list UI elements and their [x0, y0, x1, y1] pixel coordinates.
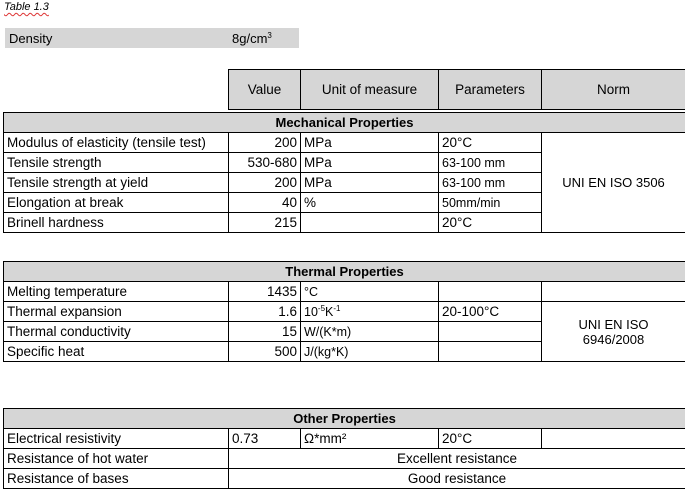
property-value: 215	[229, 213, 301, 233]
other-title: Other Properties	[4, 409, 685, 429]
mechanical-title: Mechanical Properties	[4, 113, 685, 133]
property-unit	[301, 302, 439, 322]
thermal-norm-line2: 6946/2008	[582, 331, 645, 347]
density-value	[232, 31, 272, 46]
table-row	[4, 469, 685, 489]
property-unit: Ω*mm²	[301, 429, 439, 449]
property-name: Elongation at break	[4, 193, 229, 213]
property-param: 50mm/min	[439, 193, 542, 213]
other-norm	[542, 429, 685, 449]
property-param	[439, 282, 542, 302]
property-merged-value: Excellent resistance	[229, 449, 685, 469]
property-name: Brinell hardness	[4, 213, 229, 233]
property-name: Thermal conductivity	[4, 322, 229, 342]
property-value: 500	[229, 342, 301, 362]
property-unit: MPa	[301, 153, 439, 173]
density-exponent: 3	[267, 31, 272, 40]
density-value-text: 8g/cm	[232, 31, 268, 46]
property-name: Resistance of bases	[4, 469, 229, 489]
property-name: Thermal expansion	[4, 302, 229, 322]
table-row	[4, 133, 685, 153]
other-table	[3, 408, 685, 489]
thermal-norm	[542, 302, 685, 362]
property-name: Electrical resistivity	[4, 429, 229, 449]
mechanical-norm: UNI EN ISO 3506	[542, 133, 685, 233]
property-unit: W/(K*m)	[301, 322, 439, 342]
property-unit: °C	[301, 282, 439, 302]
unit-exp-2: -1	[333, 303, 341, 313]
property-name: Tensile strength at yield	[4, 173, 229, 193]
unit-exp-1: -5	[317, 303, 326, 313]
property-param: 63-100 mm	[439, 173, 542, 193]
property-value: 200	[229, 173, 301, 193]
property-value: 200	[229, 133, 301, 153]
property-value: 40	[229, 193, 301, 213]
thermal-table	[3, 261, 685, 362]
density-label: Density	[9, 31, 53, 46]
property-unit: MPa	[301, 133, 439, 153]
property-value: 0.73	[229, 429, 301, 449]
table-row	[4, 302, 685, 322]
property-param: 20°C	[439, 213, 542, 233]
property-unit: MPa	[301, 173, 439, 193]
property-name: Modulus of elasticity (tensile test)	[4, 133, 229, 153]
property-unit: J/(kg*K)	[301, 342, 439, 362]
table-row	[4, 429, 685, 449]
thermal-norm-line1: UNI EN ISO	[578, 316, 649, 332]
property-param: 63-100 mm	[439, 153, 542, 173]
column-header-row	[228, 69, 685, 110]
table-caption: Table 1.3	[4, 1, 49, 13]
unit-mid: K	[325, 304, 334, 319]
mechanical-table	[3, 112, 685, 233]
property-value: 1.6	[229, 302, 301, 322]
col-header-value: Value	[228, 69, 301, 110]
property-value: 1435	[229, 282, 301, 302]
property-name: Tensile strength	[4, 153, 229, 173]
thermal-norm-top	[542, 282, 685, 302]
col-header-norm: Norm	[541, 69, 685, 110]
property-param: 20-100°C	[439, 302, 542, 322]
property-unit	[301, 213, 439, 233]
col-header-unit: Unit of measure	[300, 69, 439, 110]
property-name: Resistance of hot water	[4, 449, 229, 469]
property-name: Specific heat	[4, 342, 229, 362]
col-header-parameters: Parameters	[438, 69, 542, 110]
property-value: 15	[229, 322, 301, 342]
density-row	[5, 28, 299, 48]
property-param	[439, 342, 542, 362]
property-name: Melting temperature	[4, 282, 229, 302]
thermal-title: Thermal Properties	[4, 262, 685, 282]
table-row	[4, 449, 685, 469]
table-row	[4, 282, 685, 302]
property-param: 20°C	[439, 429, 542, 449]
property-param: 20°C	[439, 133, 542, 153]
property-merged-value: Good resistance	[229, 469, 685, 489]
property-param	[439, 322, 542, 342]
property-unit: %	[301, 193, 439, 213]
unit-base: 10	[304, 304, 318, 319]
property-value: 530-680	[229, 153, 301, 173]
